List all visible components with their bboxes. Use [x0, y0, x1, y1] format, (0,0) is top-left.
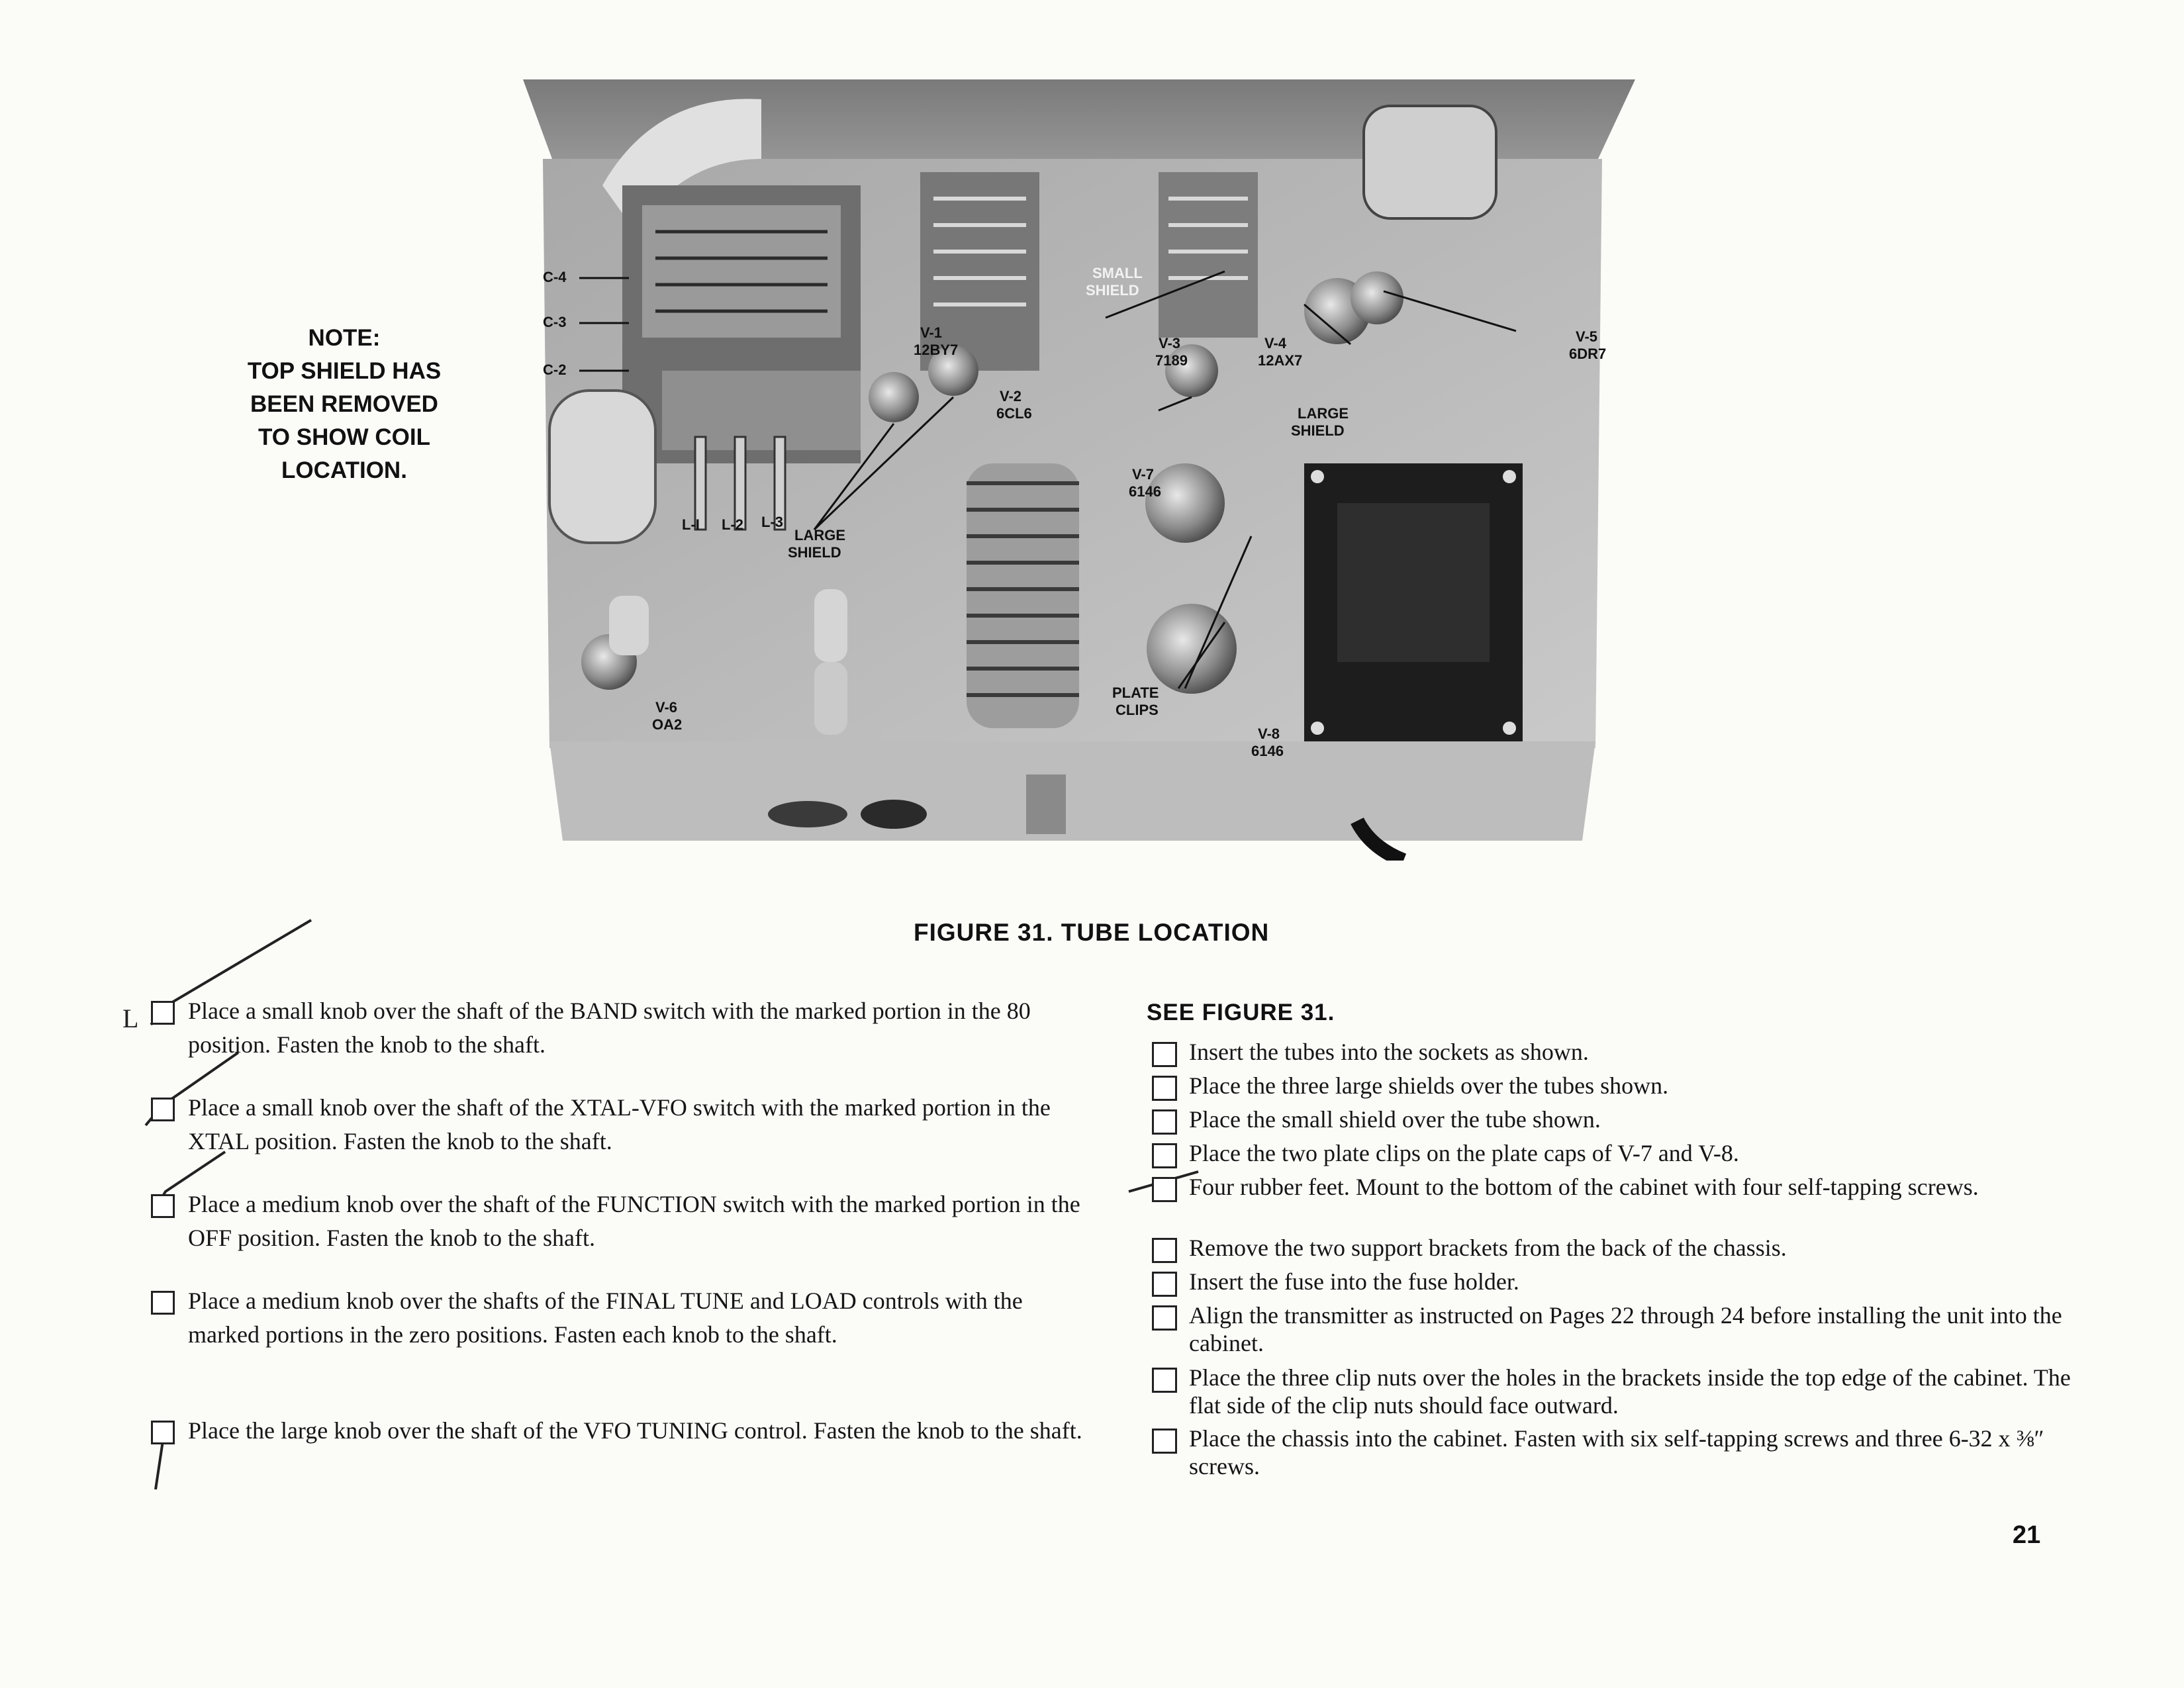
figure-note: [218, 322, 470, 487]
label-large-shield-1-a: LARGE: [1298, 405, 1349, 422]
left-step-4[interactable]: [151, 1284, 1083, 1352]
antenna-connector: [1026, 774, 1066, 834]
label-l2: L-2: [722, 516, 743, 533]
label-large-shield-2-a: LARGE: [794, 527, 845, 543]
label-small-shield-b: SHIELD: [1086, 282, 1139, 299]
step-text: Insert the tubes into the sockets as shown.: [1189, 1039, 1589, 1065]
step-text: Place a medium knob over the shaft of the FUNCTION switch with the marked portion in the OFF position. Fasten the knob to the shaft.: [188, 1191, 1080, 1251]
filter-capacitor: [549, 391, 655, 543]
left-step-3[interactable]: [151, 1188, 1083, 1255]
step-text: Four rubber feet. Mount to the bottom of the cabinet with four self-tapping screws.: [1189, 1174, 1979, 1200]
coil-l1: [695, 437, 706, 530]
tube-location-figure: [523, 79, 1635, 861]
checkbox[interactable]: [1152, 1368, 1177, 1393]
right-step-10[interactable]: [1152, 1425, 2084, 1480]
note-line-2: TOP SHIELD HAS: [247, 358, 442, 384]
tube-v7: [1145, 463, 1225, 543]
small-can-2: [814, 589, 847, 662]
label-c3: C-3: [543, 314, 567, 330]
note-line-1: NOTE:: [308, 325, 381, 351]
label-plate-clips-a: PLATE: [1112, 684, 1159, 701]
label-v7-a: V-7: [1132, 466, 1155, 483]
label-v2-b: 6CL6: [996, 405, 1032, 422]
checkbox[interactable]: [1152, 1042, 1177, 1067]
note-line-4: TO SHOW COIL: [258, 424, 430, 450]
label-v3-b: 7189: [1155, 352, 1188, 369]
chassis-illustration: [523, 79, 1635, 861]
step-text: Place a medium knob over the shafts of the FINAL TUNE and LOAD controls with the marked portions in the zero positions. Fasten each knob to the shaft.: [188, 1288, 1023, 1348]
front-apron: [549, 741, 1595, 841]
checkbox[interactable]: [1152, 1177, 1177, 1202]
label-v5-b: 6DR7: [1569, 346, 1607, 362]
handwritten-initial: L: [122, 1004, 139, 1033]
label-large-shield-2-b: SHIELD: [788, 544, 841, 561]
label-v6-a: V-6: [655, 699, 678, 716]
right-step-4[interactable]: [1152, 1139, 2084, 1167]
right-step-8[interactable]: [1152, 1301, 2084, 1357]
tank-coil: [967, 463, 1079, 728]
right-step-3[interactable]: [1152, 1105, 2084, 1133]
checkbox[interactable]: [1152, 1109, 1177, 1135]
step-text: Place the small shield over the tube shown.: [1189, 1106, 1601, 1133]
checkbox[interactable]: [1152, 1143, 1177, 1168]
checkbox[interactable]: [1152, 1429, 1177, 1454]
note-line-5: LOCATION.: [281, 457, 407, 483]
checkbox[interactable]: [151, 1421, 175, 1444]
label-v6-b: OA2: [652, 716, 683, 733]
small-can-3: [814, 662, 847, 735]
right-step-9[interactable]: [1152, 1364, 2084, 1419]
checkbox[interactable]: [1152, 1305, 1177, 1331]
coil-bracket: [662, 371, 861, 450]
step-text: Place the large knob over the shaft of the VFO TUNING control. Fasten the knob to the shaft.: [188, 1417, 1082, 1444]
step-text: Insert the fuse into the fuse holder.: [1189, 1268, 1519, 1295]
step-text: Place a small knob over the shaft of the XTAL-VFO switch with the marked portion in the XTAL position. Fasten the knob to the shaft.: [188, 1094, 1051, 1154]
tube-v1: [869, 372, 919, 422]
note-line-3: BEEN REMOVED: [250, 391, 438, 417]
label-v4-b: 12AX7: [1258, 352, 1303, 369]
checkbox[interactable]: [1152, 1076, 1177, 1101]
step-text: Remove the two support brackets from the back of the chassis.: [1189, 1235, 1787, 1261]
step-text: Place the chassis into the cabinet. Fasten with six self-tapping screws and three 6-32 x ⅜″ screws.: [1189, 1425, 2044, 1479]
right-step-1[interactable]: [1152, 1038, 2084, 1066]
front-jack-2: [861, 800, 927, 829]
label-v2-a: V-2: [1000, 388, 1022, 404]
label-v5-a: V-5: [1576, 328, 1598, 345]
tube-v5: [1351, 271, 1403, 324]
right-step-6[interactable]: [1152, 1234, 2084, 1262]
checkbox[interactable]: [151, 1291, 175, 1315]
label-l3: L-3: [761, 514, 783, 530]
label-v4-a: V-4: [1264, 335, 1287, 352]
left-step-2[interactable]: [151, 1091, 1083, 1158]
label-c2: C-2: [543, 361, 567, 378]
label-c4: C-4: [543, 269, 567, 285]
small-can: [609, 596, 649, 655]
step-text: Align the transmitter as instructed on Pages 22 through 24 before installing the unit into the cabinet.: [1189, 1302, 2062, 1356]
figure-caption: FIGURE 31. TUBE LOCATION: [914, 919, 1270, 946]
tuning-capacitor-left: [920, 172, 1039, 371]
label-v8-b: 6146: [1251, 743, 1284, 759]
page-number: 21: [2013, 1521, 2041, 1549]
label-v3-a: V-3: [1159, 335, 1181, 352]
right-step-2[interactable]: [1152, 1072, 2084, 1100]
checkbox[interactable]: [151, 1098, 175, 1121]
crystal-socket: [1364, 106, 1496, 218]
checkbox[interactable]: [1152, 1238, 1177, 1263]
step-text: Place the three clip nuts over the holes in the brackets inside the top edge of the cabinet. The flat side of the clip nuts should face outward.: [1189, 1364, 2071, 1419]
step-text: Place a small knob over the shaft of the BAND switch with the marked portion in the 80 position. Fasten the knob to the shaft.: [188, 998, 1031, 1058]
label-large-shield-1-b: SHIELD: [1291, 422, 1345, 439]
label-v7-b: 6146: [1129, 483, 1161, 500]
label-small-shield-a: SMALL: [1092, 265, 1143, 281]
right-step-7[interactable]: [1152, 1268, 2084, 1295]
step-text: Place the two plate clips on the plate caps of V-7 and V-8.: [1189, 1140, 1739, 1166]
see-figure-heading: SEE FIGURE 31.: [1147, 1000, 1335, 1025]
left-step-1[interactable]: [151, 994, 1083, 1062]
label-v1-b: 12BY7: [914, 342, 959, 358]
step-text: Place the three large shields over the tubes shown.: [1189, 1072, 1669, 1099]
right-step-5[interactable]: [1152, 1173, 2084, 1201]
label-v1-a: V-1: [920, 324, 943, 341]
front-jack-1: [768, 801, 847, 827]
checkbox[interactable]: [151, 1001, 175, 1025]
label-plate-clips-b: CLIPS: [1116, 702, 1159, 718]
left-step-5[interactable]: [151, 1414, 1083, 1448]
checkbox[interactable]: [1152, 1272, 1177, 1297]
label-l1: L-I: [682, 516, 700, 533]
label-v8-a: V-8: [1258, 726, 1280, 742]
tube-v8: [1147, 604, 1237, 694]
coil-l2: [735, 437, 745, 530]
checkbox[interactable]: [151, 1194, 175, 1218]
